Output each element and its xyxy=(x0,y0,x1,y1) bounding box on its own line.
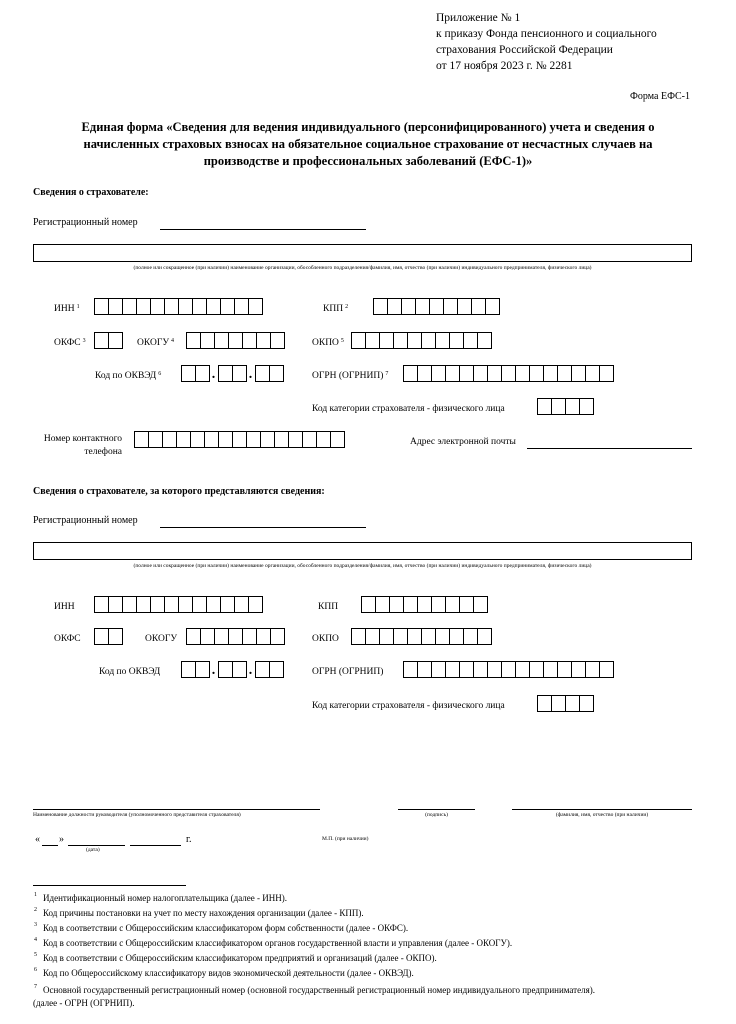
char-cell[interactable] xyxy=(571,365,586,382)
char-cell[interactable] xyxy=(429,298,444,315)
char-cell[interactable] xyxy=(417,596,432,613)
char-cell[interactable] xyxy=(242,628,257,645)
char-cell[interactable] xyxy=(431,365,446,382)
char-cell[interactable] xyxy=(220,298,235,315)
char-cell[interactable] xyxy=(551,695,566,712)
kpp-label-2: КПП xyxy=(318,602,339,612)
okved-cells[interactable]: . . xyxy=(181,365,283,382)
okved-cells-2[interactable]: . . xyxy=(181,661,283,678)
kpp-cells-2[interactable] xyxy=(361,596,487,613)
position-caption: Наименование должности руководителя (уполномоченного представителя страхователя) xyxy=(33,812,241,818)
char-cell[interactable] xyxy=(288,431,303,448)
char-cell[interactable] xyxy=(431,661,446,678)
date-quote-close: » xyxy=(59,834,64,845)
char-cell[interactable] xyxy=(246,431,261,448)
char-cell[interactable] xyxy=(162,431,177,448)
char-cell[interactable] xyxy=(403,365,418,382)
char-cell[interactable] xyxy=(136,596,151,613)
char-cell[interactable] xyxy=(108,332,123,349)
char-cell[interactable] xyxy=(164,596,179,613)
fio-caption: (фамилия, имя, отчество (при наличии) xyxy=(555,812,649,818)
signature-caption: (подпись) xyxy=(425,812,448,818)
char-cell[interactable] xyxy=(186,628,201,645)
okogu-cells-2[interactable] xyxy=(186,628,284,645)
footnote-2: $^2$ Код причины постановки на учет по месту нахождения организации (далее - КПП). xyxy=(34,907,364,918)
char-cell[interactable] xyxy=(407,628,422,645)
char-cell[interactable] xyxy=(529,365,544,382)
char-cell[interactable] xyxy=(501,661,516,678)
char-cell[interactable] xyxy=(485,298,500,315)
char-cell[interactable] xyxy=(459,661,474,678)
section1-heading: Сведения о страхователе: xyxy=(33,187,149,198)
phone-label: Номер контактного телефона xyxy=(43,434,122,457)
date-quote-open: « xyxy=(35,834,40,845)
okpo-cells[interactable] xyxy=(351,332,491,349)
char-cell[interactable] xyxy=(543,365,558,382)
char-cell[interactable] xyxy=(200,628,215,645)
char-cell[interactable] xyxy=(473,661,488,678)
char-cell[interactable] xyxy=(471,298,486,315)
okpo-cells-2[interactable] xyxy=(351,628,491,645)
form-code: Форма ЕФС-1 xyxy=(630,91,690,102)
insurer-name-caption: (полное или сокращенное (при наличии) наименование организации, обособленного подразделения/фамилия, имя, отчество (при наличии) индивидуального предпринимателя, физического лица) xyxy=(133,265,592,271)
char-cell[interactable] xyxy=(248,596,263,613)
inn-label-2: ИНН xyxy=(54,602,75,612)
char-cell[interactable] xyxy=(393,628,408,645)
char-cell[interactable] xyxy=(529,661,544,678)
char-cell[interactable] xyxy=(270,628,285,645)
char-cell[interactable] xyxy=(407,332,422,349)
char-cell[interactable] xyxy=(515,365,530,382)
char-cell[interactable] xyxy=(248,298,263,315)
ogrn-cells-2[interactable] xyxy=(403,661,613,678)
char-cell[interactable] xyxy=(260,431,275,448)
char-cell[interactable] xyxy=(373,298,388,315)
char-cell[interactable] xyxy=(234,298,249,315)
char-cell[interactable] xyxy=(150,596,165,613)
char-cell[interactable] xyxy=(477,628,492,645)
char-cell[interactable] xyxy=(148,431,163,448)
char-cell[interactable] xyxy=(178,298,193,315)
insurer-name-field[interactable] xyxy=(33,244,692,262)
char-cell[interactable] xyxy=(94,332,109,349)
char-cell[interactable] xyxy=(274,431,289,448)
char-cell[interactable] xyxy=(176,431,191,448)
okogu-cells[interactable] xyxy=(186,332,284,349)
okogu-label-2: ОКОГУ xyxy=(145,634,178,644)
char-cell[interactable] xyxy=(136,298,151,315)
stamp-caption: М.П. (при наличии) xyxy=(322,836,369,842)
char-cell[interactable] xyxy=(463,628,478,645)
char-cell[interactable] xyxy=(585,661,600,678)
char-cell[interactable] xyxy=(421,332,436,349)
char-cell[interactable] xyxy=(445,596,460,613)
char-cell[interactable] xyxy=(214,332,229,349)
char-cell[interactable] xyxy=(463,332,478,349)
char-cell[interactable] xyxy=(108,298,123,315)
char-cell[interactable] xyxy=(459,365,474,382)
char-cell[interactable] xyxy=(393,332,408,349)
category-label: Код категории страхователя - физического лица xyxy=(312,404,505,414)
ogrn-label: ОГРН (ОГРНИП) $^7$ xyxy=(312,371,389,381)
appendix-header xyxy=(436,10,657,74)
char-cell[interactable] xyxy=(537,398,552,415)
reg-number-field[interactable] xyxy=(160,229,366,230)
position-field[interactable] xyxy=(33,809,320,810)
inn-label: ИНН $^1$ xyxy=(54,304,80,314)
footnote-7: $^7$ Основной государственный регистрационный номер (основной государственный регистрационный номер индивидуального предпринимателя). xyxy=(34,984,595,995)
email-field[interactable] xyxy=(527,448,692,449)
ogrn-cells[interactable] xyxy=(403,365,613,382)
okpo-label: ОКПО $^5$ xyxy=(312,338,344,348)
char-cell[interactable] xyxy=(435,628,450,645)
appendix-line-2: к приказу Фонда пенсионного и социального xyxy=(436,28,657,40)
char-cell[interactable] xyxy=(365,332,380,349)
char-cell[interactable] xyxy=(228,628,243,645)
char-cell[interactable] xyxy=(579,695,594,712)
char-cell[interactable] xyxy=(375,596,390,613)
char-cell[interactable] xyxy=(487,365,502,382)
ogrn-label-2: ОГРН (ОГРНИП) xyxy=(312,667,384,677)
title-line-3: производстве и профессиональных заболеваний (ЕФС-1)» xyxy=(203,154,533,168)
char-cell[interactable] xyxy=(94,628,109,645)
category-label-2: Код категории страхователя - физического лица xyxy=(312,701,505,711)
appendix-line-1: Приложение № 1 xyxy=(436,12,521,24)
char-cell[interactable] xyxy=(515,661,530,678)
category-cells-2[interactable] xyxy=(537,695,593,712)
char-cell[interactable] xyxy=(256,332,271,349)
footnote-separator xyxy=(33,885,186,886)
char-cell[interactable] xyxy=(256,628,271,645)
section2-heading: Сведения о страхователе, за которого представляются сведения: xyxy=(33,486,325,497)
char-cell[interactable] xyxy=(435,332,450,349)
char-cell[interactable] xyxy=(214,628,229,645)
char-cell[interactable] xyxy=(457,298,472,315)
char-cell[interactable] xyxy=(403,596,418,613)
footnote-6: $^6$ Код по Общероссийскому классификатору видов экономической деятельности (далее - ОКВЭД). xyxy=(34,967,414,978)
char-cell[interactable] xyxy=(228,332,243,349)
char-cell[interactable] xyxy=(190,431,205,448)
insured-name-caption: (полное или сокращенное (при наличии) наименование организации, обособленного подразделения/фамилия, имя, отчество (при наличии) индивидуального предпринимателя, физического лица) xyxy=(133,563,592,569)
char-cell[interactable] xyxy=(431,596,446,613)
char-cell[interactable] xyxy=(365,628,380,645)
footnote-4: $^4$ Код в соответствии с Общероссийским классификатором органов государственной власти и управления (далее - ОКОГУ). xyxy=(34,937,513,948)
char-cell[interactable] xyxy=(302,431,317,448)
char-cell[interactable] xyxy=(108,596,123,613)
date-year-field[interactable] xyxy=(130,845,181,846)
email-label: Адрес электронной почты xyxy=(410,437,516,447)
char-cell[interactable] xyxy=(150,298,165,315)
char-cell[interactable] xyxy=(415,298,430,315)
inn-cells-2[interactable] xyxy=(94,596,262,613)
footnote-1: $^1$ Идентификационный номер налогоплательщика (далее - ИНН). xyxy=(34,892,288,903)
char-cell[interactable] xyxy=(206,596,221,613)
char-cell[interactable] xyxy=(585,365,600,382)
date-year-suffix: г. xyxy=(186,834,192,845)
title-line-1: Единая форма «Сведения для ведения индивидуального (персонифицированного) учета и сведения о xyxy=(81,120,655,134)
appendix-line-4: от 17 ноября 2023 г. № 2281 xyxy=(436,60,573,72)
okved-label: Код по ОКВЭД $^6$ xyxy=(95,371,162,381)
char-cell[interactable] xyxy=(232,431,247,448)
footnote-7-cont: (далее - ОГРН (ОГРНИП). xyxy=(33,998,135,1008)
char-cell[interactable] xyxy=(94,298,109,315)
char-cell[interactable] xyxy=(351,332,366,349)
insured-name-field[interactable] xyxy=(33,542,692,560)
char-cell[interactable] xyxy=(459,596,474,613)
char-cell[interactable] xyxy=(543,661,558,678)
char-cell[interactable] xyxy=(192,596,207,613)
char-cell[interactable] xyxy=(417,365,432,382)
char-cell[interactable] xyxy=(164,298,179,315)
char-cell[interactable] xyxy=(134,431,149,448)
kpp-label: КПП $^2$ xyxy=(323,304,349,314)
okfs-label: ОКФС $^3$ xyxy=(54,338,86,348)
char-cell[interactable] xyxy=(178,596,193,613)
kpp-cells[interactable] xyxy=(373,298,499,315)
date-caption: (дата) xyxy=(86,847,100,853)
char-cell[interactable] xyxy=(186,332,201,349)
char-cell[interactable] xyxy=(449,628,464,645)
char-cell[interactable] xyxy=(387,298,402,315)
okfs-cells[interactable] xyxy=(94,332,122,349)
okved-label-2: Код по ОКВЭД xyxy=(99,667,161,677)
char-cell[interactable] xyxy=(445,661,460,678)
reg-number-label-2: Регистрационный номер xyxy=(33,515,138,526)
char-cell[interactable] xyxy=(565,398,580,415)
category-cells[interactable] xyxy=(537,398,593,415)
char-cell[interactable] xyxy=(204,431,219,448)
char-cell[interactable] xyxy=(94,596,109,613)
char-cell[interactable] xyxy=(487,661,502,678)
char-cell[interactable] xyxy=(579,398,594,415)
date-month-field[interactable] xyxy=(68,845,125,846)
footnote-3: $^3$ Код в соответствии с Общероссийским классификатором форм собственности (далее - ОКФС). xyxy=(34,922,409,933)
title-line-2: начисленных страховых взносах на обязательное социальное страхование от несчастных случаев на xyxy=(83,137,653,151)
char-cell[interactable] xyxy=(192,298,207,315)
char-cell[interactable] xyxy=(565,695,580,712)
char-cell[interactable] xyxy=(379,332,394,349)
char-cell[interactable] xyxy=(537,695,552,712)
char-cell[interactable] xyxy=(445,365,460,382)
fio-field[interactable] xyxy=(512,809,692,810)
okogu-label: ОКОГУ $^4$ xyxy=(137,338,175,348)
reg-number-label: Регистрационный номер xyxy=(33,217,138,228)
char-cell[interactable] xyxy=(473,365,488,382)
inn-cells[interactable] xyxy=(94,298,262,315)
char-cell[interactable] xyxy=(330,431,345,448)
char-cell[interactable] xyxy=(220,596,235,613)
signature-field[interactable] xyxy=(398,809,475,810)
char-cell[interactable] xyxy=(122,298,137,315)
char-cell[interactable] xyxy=(316,431,331,448)
reg-number-field-2[interactable] xyxy=(160,527,366,528)
char-cell[interactable] xyxy=(379,628,394,645)
char-cell[interactable] xyxy=(351,628,366,645)
char-cell[interactable] xyxy=(401,298,416,315)
appendix-line-3: страхования Российской Федерации xyxy=(436,44,613,56)
char-cell[interactable] xyxy=(206,298,221,315)
char-cell[interactable] xyxy=(200,332,215,349)
char-cell[interactable] xyxy=(473,596,488,613)
char-cell[interactable] xyxy=(234,596,249,613)
date-day-field[interactable] xyxy=(42,845,58,846)
char-cell[interactable] xyxy=(417,661,432,678)
char-cell[interactable] xyxy=(551,398,566,415)
char-cell[interactable] xyxy=(218,431,233,448)
okpo-label-2: ОКПО xyxy=(312,634,339,644)
char-cell[interactable] xyxy=(557,365,572,382)
char-cell[interactable] xyxy=(108,628,123,645)
char-cell[interactable] xyxy=(599,365,614,382)
char-cell[interactable] xyxy=(557,661,572,678)
okfs-cells-2[interactable] xyxy=(94,628,122,645)
char-cell[interactable] xyxy=(122,596,137,613)
char-cell[interactable] xyxy=(443,298,458,315)
char-cell[interactable] xyxy=(389,596,404,613)
char-cell[interactable] xyxy=(403,661,418,678)
char-cell[interactable] xyxy=(242,332,257,349)
char-cell[interactable] xyxy=(449,332,464,349)
char-cell[interactable] xyxy=(270,332,285,349)
footnote-5: $^5$ Код в соответствии с Общероссийским классификатором предприятий и организаций (далее - ОКПО). xyxy=(34,952,437,963)
char-cell[interactable] xyxy=(361,596,376,613)
char-cell[interactable] xyxy=(501,365,516,382)
form-title xyxy=(20,119,716,170)
okfs-label-2: ОКФС xyxy=(54,634,81,644)
char-cell[interactable] xyxy=(571,661,586,678)
char-cell[interactable] xyxy=(477,332,492,349)
char-cell[interactable] xyxy=(599,661,614,678)
phone-cells[interactable] xyxy=(134,431,344,448)
char-cell[interactable] xyxy=(421,628,436,645)
